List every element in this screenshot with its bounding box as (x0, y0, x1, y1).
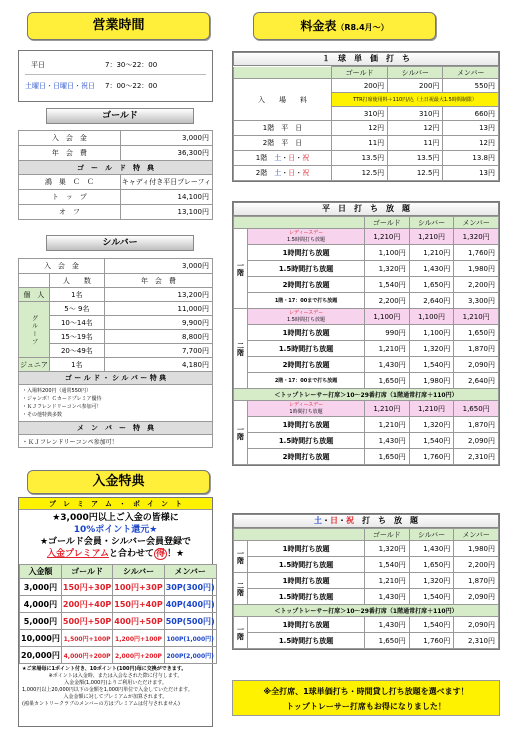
price-cell: 1,430円 (365, 589, 410, 605)
price-cell: 1,980円 (454, 541, 499, 557)
silver-junior-label: ジュニア (19, 358, 50, 372)
deposit-member: 100P(1,000円) (164, 630, 216, 647)
silver-fee: 11,000円 (104, 302, 212, 316)
silver-fee: 8,800円 (104, 330, 212, 344)
price-cell: 1,430円 (409, 541, 454, 557)
price-cell: 1,650円 (454, 401, 499, 417)
silver-people: 10～14名 (49, 316, 104, 330)
price-cell: 1,870円 (454, 573, 499, 589)
sun-label: 日 (288, 169, 296, 177)
plan-label: 1.5時間打ち放題 (248, 557, 365, 573)
plan-sub: 1時間打ち放題 (289, 408, 323, 415)
price-cell: 1,980円 (454, 261, 499, 277)
plan-label: 1.5時間打ち放題 (248, 433, 365, 449)
price-cell: 1,320円 (409, 341, 454, 357)
footer-line: トップトレーサー打席もお得になりました！ (286, 702, 446, 711)
price-cell: 1,870円 (454, 341, 499, 357)
deposit-box (18, 497, 213, 727)
silver-title: シルバー (46, 235, 194, 251)
plan-label: 1時間打ち放題 (248, 417, 365, 433)
weekday-title: 平 日 打 ち 放 題 (233, 202, 499, 216)
price-cell: 1,650円 (409, 277, 454, 293)
price-header: メンバー (443, 67, 499, 79)
plan-label: 1時間打ち放題 (248, 245, 365, 261)
deposit-premium: 入金プレミアム (46, 549, 109, 559)
silver-entry-value: 3,000円 (104, 259, 212, 274)
price-cell: 2,200円 (365, 293, 410, 309)
deposit-line1: ★3,000円以上ご入金の皆様に (52, 513, 179, 523)
deposit-gold: 150円+30P (61, 579, 112, 596)
plan-sub: 1.5時間打ち放題 (287, 316, 325, 323)
hours-weekday-label: 平日 (31, 60, 45, 69)
deposit-amount: 5,000円 (20, 613, 62, 630)
silver-people: 15～19名 (49, 330, 104, 344)
silver-fee: 13,200円 (104, 288, 212, 302)
gold-annual-label: 年 会 費 (19, 146, 121, 161)
price-cell: 2,310円 (454, 449, 499, 465)
plan-sub: 1.5時間打ち放題 (287, 236, 325, 243)
footer-line: ※全打席、1球単価打ち・時間貸し打ち放題を選べます！ (263, 687, 469, 696)
single-title: １ 球 単 価 打 ち (233, 52, 499, 66)
deposit-silver: 150円+40P (113, 596, 164, 613)
weekend-hol: 祝 (346, 516, 354, 525)
gold-entry-label: 入 会 金 (19, 131, 121, 146)
gold-perk-label: 鴻 巣 Ｃ Ｃ (19, 175, 121, 190)
deposit-silver: 2,000円+200P (113, 647, 164, 664)
price-cell: 1,210円 (365, 417, 410, 433)
weekend-sun: 日 (330, 516, 338, 525)
floor-label: 二階 (234, 573, 248, 605)
price-cell: 1,320円 (409, 573, 454, 589)
silver-fee: 4,180円 (104, 358, 212, 372)
deposit-member: 30P(300円) (164, 579, 216, 596)
price-header: ゴールド (365, 529, 410, 541)
price-cell: 2,200円 (454, 557, 499, 573)
price-cell: 550円 (443, 79, 499, 93)
price-header: メンバー (454, 529, 499, 541)
plan-label: 2時間打ち放題 (248, 449, 365, 465)
silver-people: 5～ 9名 (49, 302, 104, 316)
hours-weekday-time: 7：30～22：00 (105, 60, 158, 69)
price-cell: 13.5円 (388, 151, 443, 166)
price-cell: 1,210円 (409, 245, 454, 261)
prices-date: （R8.4月～） (336, 23, 389, 32)
price-cell: 1,650円 (365, 373, 410, 389)
price-cell: 990円 (365, 325, 410, 341)
price-cell: 2,310円 (454, 633, 499, 649)
plan-label: 1階・17：00まで打ち放題 (248, 293, 365, 309)
plan-label: 1時間打ち放題 (248, 541, 365, 557)
plan-label: 1時間打ち放題 (248, 617, 365, 633)
deposit-gold: 4,000円+200P (61, 647, 112, 664)
deposit-note: 入金金額(1,000円)よりご利用いただけます。 (64, 680, 167, 686)
sat-label: 土 (274, 169, 282, 177)
gold-annual-value: 36,300円 (120, 146, 212, 161)
price-header: シルバー (388, 67, 443, 79)
shared-note: ・ジャンボ！Ｃカードプレミア優待 (22, 396, 102, 402)
deposit-header: メンバー (164, 565, 216, 579)
silver-fee: 9,900円 (104, 316, 212, 330)
price-cell: 1,430円 (365, 433, 410, 449)
price-cell: 1,650円 (409, 557, 454, 573)
price-cell: 1,760円 (409, 449, 454, 465)
plan-label (248, 309, 365, 325)
prices-title-text: 料金表 (300, 19, 337, 33)
prices-title (253, 12, 436, 40)
deposit-note: ★ご来場毎に1ポイント付き、10ポイント(100円)毎に交換ができます。 (22, 666, 187, 672)
price-cell: 1,320円 (365, 541, 410, 557)
weekday-section (232, 201, 500, 466)
deposit-header: 入金額 (20, 565, 62, 579)
sat-label: 土 (274, 154, 282, 162)
price-cell: 13.5円 (332, 151, 388, 166)
price-cell: 1,540円 (365, 557, 410, 573)
single-price-section (232, 51, 500, 182)
price-cell: 13.8円 (443, 151, 499, 166)
price-cell: 200円 (332, 79, 388, 93)
price-cell: 310円 (388, 107, 443, 121)
silver-entry-label: 入 会 金 (19, 259, 105, 274)
plan-name: レディースデー (288, 401, 324, 408)
hol-label: 祝 (302, 169, 310, 177)
price-cell: 2,090円 (454, 357, 499, 373)
floor-label: 二階 (234, 309, 248, 389)
member-perks-title: メ ン バ ー 特 典 (19, 422, 213, 435)
gold-title: ゴールド (46, 108, 194, 124)
price-cell: 1,100円 (409, 309, 454, 325)
price-cell: 1,650円 (365, 633, 410, 649)
price-cell: 2,640円 (409, 293, 454, 309)
entry-note: TTR打席使用料＋110円/込（土日祝最大1.5時間制限） (332, 93, 499, 107)
silver-table (18, 258, 213, 448)
deposit-silver: 100円+30P (113, 579, 164, 596)
shared-note: ・入場料200円（通常550円） (22, 388, 92, 394)
floor-label: 一階 (234, 229, 248, 309)
weekend-section (232, 513, 500, 650)
price-cell: 12円 (388, 121, 443, 136)
price-cell: 660円 (443, 107, 499, 121)
price-cell: 2,090円 (454, 617, 499, 633)
price-cell: 1,100円 (365, 309, 410, 325)
price-cell: 1,870円 (454, 417, 499, 433)
deposit-note: ※ポイントは入金時、または入会なされた際に付与します。 (48, 673, 183, 679)
price-cell: 1,210円 (365, 341, 410, 357)
floor-label: 2階 (255, 169, 268, 177)
footer-note (232, 680, 500, 716)
hours-weekend-time: 7：00～22：00 (105, 82, 158, 90)
deposit-amount: 20,000円 (20, 647, 62, 664)
price-cell: 11円 (332, 136, 388, 151)
deposit-amount: 4,000円 (20, 596, 62, 613)
price-cell: 2,090円 (454, 589, 499, 605)
weekend-sat: 土 (314, 516, 322, 525)
deposit-together: と合わせて (108, 549, 154, 559)
price-cell: 1,540円 (409, 617, 454, 633)
price-cell: 1,100円 (365, 245, 410, 261)
sun-label: 日 (288, 154, 296, 162)
price-cell: 12.5円 (332, 166, 388, 181)
price-cell: 310円 (332, 107, 388, 121)
deposit-note: (鴻巣カントリークラブのメンバーの方はプレミアムは付与されません) (22, 701, 181, 707)
price-cell: 11円 (388, 136, 443, 151)
plan-label: 1.5時間打ち放題 (248, 341, 365, 357)
plan-label (248, 401, 365, 417)
price-cell: 1,540円 (365, 277, 410, 293)
deposit-member: 50P(500円) (164, 613, 216, 630)
price-cell: 1,210円 (409, 229, 454, 245)
shared-perks-title: ゴ ー ル ド ・ シ ル バ ー 特 典 (19, 372, 213, 385)
deposit-amount: 3,000円 (20, 579, 62, 596)
price-cell: 1,210円 (409, 401, 454, 417)
plan-label: 1.5時間打ち放題 (248, 589, 365, 605)
price-header: シルバー (409, 529, 454, 541)
hours-box (18, 50, 213, 102)
price-cell: 1,430円 (365, 617, 410, 633)
price-cell: 2,200円 (454, 277, 499, 293)
price-cell: 1,650円 (365, 449, 410, 465)
shared-note: ・その他特典多数 (22, 412, 63, 418)
gold-perk-value: 13,100円 (120, 205, 212, 220)
gold-perk-value: 14,100円 (120, 190, 212, 205)
price-header: ゴールド (365, 217, 410, 229)
price-cell: 1,320円 (409, 417, 454, 433)
deposit-header: シルバー (113, 565, 164, 579)
price-cell: 1,210円 (365, 573, 410, 589)
deposit-gold: 1,500円+100P (61, 630, 112, 647)
deposit-silver: 400円+50P (113, 613, 164, 630)
price-cell: 1,540円 (409, 357, 454, 373)
gold-table (18, 130, 213, 220)
hol-label: 祝 (302, 154, 310, 162)
deposit-line4 (19, 548, 212, 561)
deposit-gold: 500円+50P (61, 613, 112, 630)
price-cell: 1,430円 (409, 261, 454, 277)
price-cell: 1,210円 (365, 229, 410, 245)
plan-label: 2時間打ち放題 (248, 357, 365, 373)
deposit-banner: プ レ ミ ア ム ・ ポ イ ン ト (19, 498, 212, 510)
silver-people: 1名 (49, 288, 104, 302)
plan-name: レディースデー (288, 229, 324, 236)
price-row-label: 2階 平 日 (234, 136, 332, 151)
price-cell: 1,320円 (454, 229, 499, 245)
floor-label: 1階 (255, 154, 268, 162)
price-header: メンバー (454, 217, 499, 229)
price-cell: 1,210円 (454, 309, 499, 325)
deposit-note: 1,000円以上20,000円以下の金額を1,000円単位で入金していただけます。 (22, 687, 193, 693)
price-cell: 1,650円 (454, 325, 499, 341)
price-cell: 13円 (443, 166, 499, 181)
hours-weekend-label: 土曜日・日曜日・祝日 (25, 82, 95, 90)
plan-label: 1時間打ち放題 (248, 325, 365, 341)
plan-label: 2時間打ち放題 (248, 277, 365, 293)
deposit-note: 入金金額に対してプレミアムが加算されます。 (63, 694, 168, 700)
floor-label: 一階 (234, 541, 248, 573)
price-header: ゴールド (332, 67, 388, 79)
price-cell: 1,320円 (365, 261, 410, 277)
gold-perk-label: ト ッ プ (19, 190, 121, 205)
floor-label: 一階 (234, 617, 248, 649)
plan-label: 2階・17：00まで打ち放題 (248, 373, 365, 389)
gold-perks-title: ゴ ー ル ド 特 典 (19, 161, 213, 175)
deposit-line3: ★ゴールド会員・シルバー会員登録で (39, 537, 192, 547)
price-header: シルバー (409, 217, 454, 229)
member-note: ・ＫＪフレンドリーコンペ参加可！ (19, 435, 213, 448)
price-cell: 200円 (388, 79, 443, 93)
silver-group-label: グ ル ー プ (19, 302, 50, 358)
hours-title: 営業時間 (27, 12, 210, 40)
shared-note: ・ＫＪフレンドリーコンペ参加可！ (22, 404, 102, 410)
deposit-gold: 200円+40P (61, 596, 112, 613)
price-row-label: 1階 土・日・祝 (234, 151, 332, 166)
price-cell: 12.5円 (388, 166, 443, 181)
deposit-member: 200P(2,000円) (164, 647, 216, 664)
silver-people: 20～49名 (49, 344, 104, 358)
ttr-banner: ＜トップトレーサー打席＞10～29番打席（1階通常打席＋110円） (234, 605, 499, 617)
deposit-silver: 1,200円+100P (113, 630, 164, 647)
plan-label: 1時間打ち放題 (248, 573, 365, 589)
price-cell: 1,430円 (365, 357, 410, 373)
floor-label: 一階 (234, 401, 248, 465)
price-cell: 1,980円 (409, 373, 454, 389)
entry-fee-label: 入 場 料 (234, 79, 332, 121)
price-cell: 1,540円 (409, 589, 454, 605)
silver-people: 1名 (49, 358, 104, 372)
price-cell: 1,540円 (409, 433, 454, 449)
silver-fee: 7,700円 (104, 344, 212, 358)
price-cell: 2,090円 (454, 433, 499, 449)
deposit-excl: ！★ (166, 549, 185, 559)
price-cell: 1,760円 (454, 245, 499, 261)
deposit-amount: 10,000円 (20, 630, 62, 647)
plan-name: レディースデー (288, 309, 324, 316)
gold-entry-value: 3,000円 (120, 131, 212, 146)
deposit-line2: 10%ポイント還元★ (73, 525, 158, 535)
price-row-label: 1階 平 日 (234, 121, 332, 136)
deposit-toku: 得 (155, 549, 165, 559)
plan-label: 1.5時間打ち放題 (248, 261, 365, 277)
silver-personal-label: 個 人 (19, 288, 50, 302)
price-cell: 3,300円 (454, 293, 499, 309)
plan-label: 1.5時間打ち放題 (248, 633, 365, 649)
price-cell: 2,640円 (454, 373, 499, 389)
price-cell: 13円 (443, 121, 499, 136)
price-cell: 1,210円 (365, 401, 410, 417)
price-cell: 1,760円 (409, 633, 454, 649)
gold-perk-label: オ フ (19, 205, 121, 220)
deposit-title: 入金特典 (27, 470, 210, 494)
plan-label (248, 229, 365, 245)
price-cell: 12円 (332, 121, 388, 136)
deposit-header: ゴールド (61, 565, 112, 579)
price-cell: 12円 (443, 136, 499, 151)
price-row-label: 2階 土・日・祝 (234, 166, 332, 181)
silver-col-fee: 年 会 費 (104, 274, 212, 288)
deposit-member: 40P(400円) (164, 596, 216, 613)
silver-col-people: 人 数 (49, 274, 104, 288)
weekend-title: 土・日・祝 打 ち 放 題 (233, 514, 499, 528)
gold-perk-value: キャディ付き平日プレーフィ (120, 175, 212, 190)
weekend-title-text: 打 ち 放 題 (362, 516, 418, 525)
price-cell: 1,100円 (409, 325, 454, 341)
ttr-banner: ＜トップトレーサー打席＞10～29番打席（1階通常打席＋110円） (234, 389, 499, 401)
